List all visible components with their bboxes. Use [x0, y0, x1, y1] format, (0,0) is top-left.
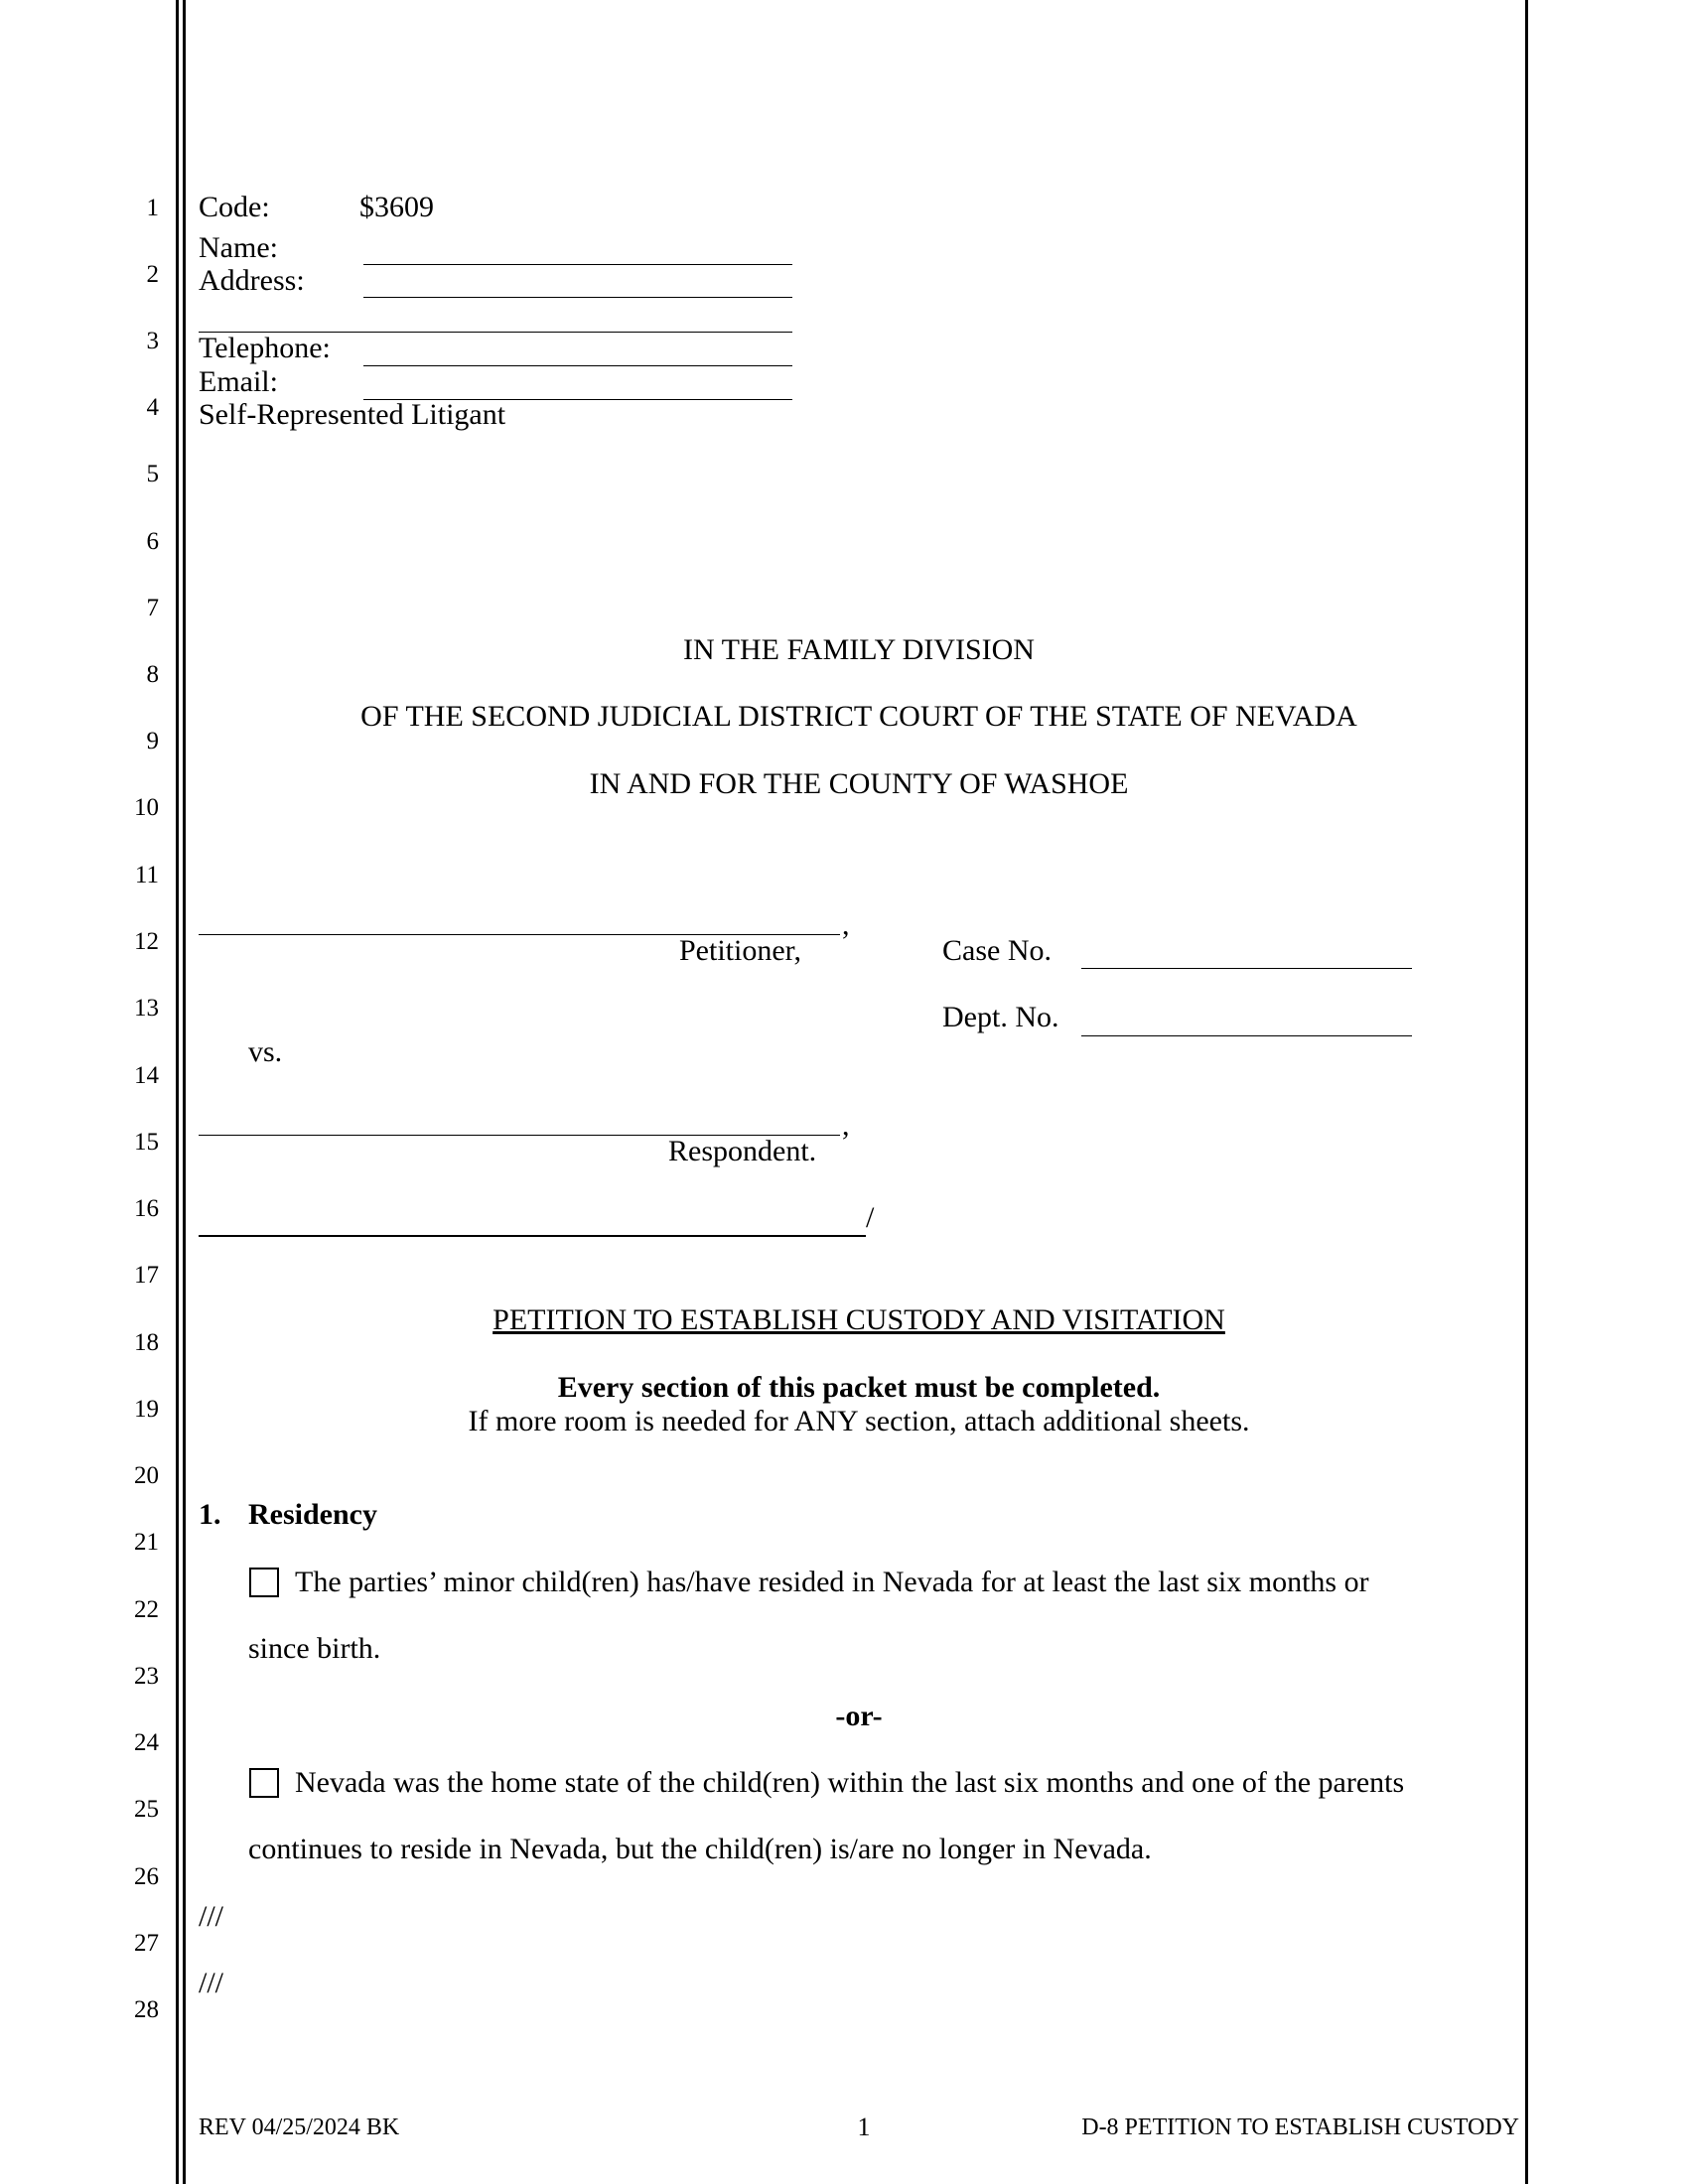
name-field[interactable]: [363, 264, 792, 265]
footer-revision: REV 04/25/2024 BK: [199, 2115, 400, 2140]
or-separator: -or-: [835, 1700, 883, 1732]
residency-option1-text: The parties’ minor child(ren) has/have resided in Nevada for at least the last six months or: [295, 1566, 1369, 1598]
line-number: 1: [146, 195, 159, 221]
name-label: Name:: [199, 231, 278, 264]
line-number: 19: [134, 1396, 159, 1423]
line-number: 13: [134, 995, 159, 1022]
left-margin-rule-inner: [183, 0, 186, 2184]
petitioner-label: Petitioner,: [679, 934, 801, 967]
code-value: $3609: [359, 191, 434, 223]
line-number: 6: [146, 528, 159, 555]
continuation-mark: ///: [199, 1967, 224, 1999]
left-margin-rule-outer: [176, 0, 179, 2184]
line-number: 24: [134, 1729, 159, 1756]
footer-page-number: 1: [857, 2113, 871, 2141]
address-field-line1[interactable]: [363, 297, 792, 298]
line-number: 4: [146, 394, 159, 421]
line-number: 9: [146, 728, 159, 754]
case-no-field[interactable]: [1081, 968, 1412, 969]
line-number: 5: [146, 461, 159, 487]
line-number: 21: [134, 1529, 159, 1556]
line-number: 17: [134, 1262, 159, 1289]
instruction-text: If more room is needed for ANY section, attach additional sheets.: [468, 1405, 1250, 1437]
respondent-label: Respondent.: [668, 1135, 817, 1167]
line-number: 16: [134, 1195, 159, 1222]
caption-closing-slash: /: [866, 1201, 875, 1234]
respondent-comma: ,: [842, 1109, 850, 1142]
line-number: 11: [134, 862, 159, 888]
line-number: 18: [134, 1329, 159, 1356]
court-heading-line1: IN THE FAMILY DIVISION: [683, 633, 1035, 666]
section-heading: Residency: [248, 1498, 377, 1531]
residency-option1-text-cont: since birth.: [248, 1632, 381, 1665]
line-number: 8: [146, 661, 159, 688]
line-number: 27: [134, 1930, 159, 1957]
email-label: Email:: [199, 365, 278, 398]
court-heading-line3: IN AND FOR THE COUNTY OF WASHOE: [589, 767, 1129, 800]
dept-no-label: Dept. No.: [942, 1001, 1059, 1033]
caption-closing-line: [199, 1235, 866, 1237]
line-number: 20: [134, 1462, 159, 1489]
court-heading-line2: OF THE SECOND JUDICIAL DISTRICT COURT OF THE STATE OF NEVADA: [360, 700, 1357, 733]
line-number: 2: [146, 261, 159, 288]
section-number: 1.: [199, 1498, 221, 1531]
line-number: 7: [146, 595, 159, 621]
line-number: 28: [134, 1996, 159, 2023]
continuation-mark: ///: [199, 1900, 224, 1933]
residency-option2-text-cont: continues to reside in Nevada, but the child(ren) is/are no longer in Nevada.: [248, 1833, 1152, 1865]
petitioner-comma: ,: [842, 908, 850, 941]
residency-option2-text: Nevada was the home state of the child(ren) within the last six months and one of the parents: [295, 1766, 1405, 1799]
address-label: Address:: [199, 264, 305, 297]
right-margin-rule: [1525, 0, 1528, 2184]
case-no-label: Case No.: [942, 934, 1052, 967]
line-number: 23: [134, 1663, 159, 1690]
footer-form-name: D-8 PETITION TO ESTABLISH CUSTODY: [1081, 2115, 1519, 2140]
instruction-bold: Every section of this packet must be completed.: [557, 1371, 1161, 1404]
litigant-label: Self-Represented Litigant: [199, 398, 506, 431]
telephone-field[interactable]: [363, 365, 792, 366]
line-number: 10: [134, 794, 159, 821]
line-number: 26: [134, 1863, 159, 1890]
line-number: 15: [134, 1129, 159, 1156]
line-number: 12: [134, 928, 159, 955]
line-number: 3: [146, 328, 159, 354]
line-number: 14: [134, 1062, 159, 1089]
dept-no-field[interactable]: [1081, 1035, 1412, 1036]
line-number: 25: [134, 1796, 159, 1823]
residency-option2-checkbox[interactable]: [249, 1768, 279, 1798]
telephone-label: Telephone:: [199, 332, 331, 364]
residency-option1-checkbox[interactable]: [249, 1568, 279, 1597]
vs-label: vs.: [248, 1035, 283, 1068]
document-title: PETITION TO ESTABLISH CUSTODY AND VISITATION: [492, 1303, 1225, 1336]
code-label: Code:: [199, 191, 270, 223]
line-number: 22: [134, 1596, 159, 1623]
